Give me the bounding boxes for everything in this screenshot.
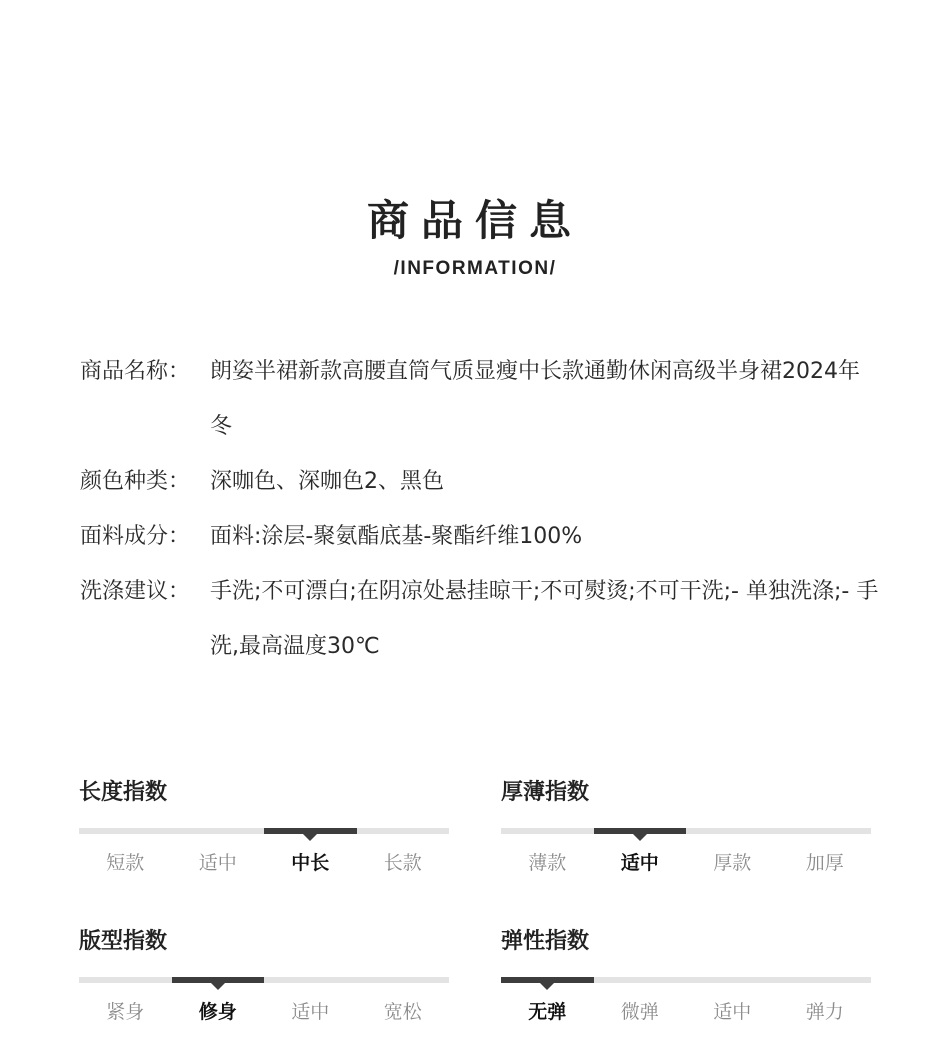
section-title: 商品信息 <box>366 196 583 245</box>
index-option: 适中 <box>713 1001 752 1023</box>
index-indicator <box>594 828 687 834</box>
index-option: 适中 <box>198 852 237 874</box>
index-option: 中长 <box>291 852 330 874</box>
index-elasticity <box>501 927 871 1024</box>
index-option: 长款 <box>383 852 422 874</box>
info-value: 手洗;不可漂白;在阴凉处悬挂晾干;不可熨烫;不可干洗;- 单独洗涤;- 手洗,最高温度30℃ <box>210 579 879 659</box>
info-label: 面料成分： <box>80 524 191 549</box>
index-option: 短款 <box>106 852 145 874</box>
index-length <box>79 778 449 875</box>
index-fit <box>79 927 449 1024</box>
index-track <box>79 828 449 834</box>
info-row-fabric <box>80 509 880 564</box>
info-label: 商品名称： <box>80 359 191 384</box>
index-thickness <box>501 778 871 875</box>
info-value: 面料:涂层-聚氨酯底基-聚酯纤维100% <box>210 524 583 549</box>
index-option: 修身 <box>198 1001 237 1023</box>
index-indicator <box>172 977 265 983</box>
info-label: 颜色种类： <box>80 469 191 494</box>
info-row-washing <box>80 564 880 674</box>
index-indicator <box>501 977 594 983</box>
index-option: 紧身 <box>106 1001 145 1023</box>
index-title: 弹性指数 <box>501 929 590 954</box>
index-option: 弹力 <box>805 1001 844 1023</box>
index-option: 厚款 <box>713 852 752 874</box>
index-option: 微弹 <box>620 1001 659 1023</box>
index-option: 薄款 <box>528 852 567 874</box>
product-info-list <box>80 344 880 674</box>
info-value: 深咖色、深咖色2、黑色 <box>210 469 444 494</box>
index-option: 无弹 <box>528 1001 567 1023</box>
info-value: 朗姿半裙新款高腰直筒气质显瘦中长款通勤休闲高级半身裙2024年冬 <box>210 359 860 439</box>
info-row-color <box>80 454 880 509</box>
index-track <box>79 977 449 983</box>
index-title: 厚薄指数 <box>501 780 590 805</box>
index-option: 宽松 <box>383 1001 422 1023</box>
index-indicator <box>264 828 357 834</box>
info-row-name <box>80 344 880 454</box>
index-option: 加厚 <box>805 852 844 874</box>
index-title: 长度指数 <box>79 780 168 805</box>
index-option: 适中 <box>291 1001 330 1023</box>
index-option: 适中 <box>620 852 659 874</box>
index-track <box>501 828 871 834</box>
section-subtitle: /INFORMATION/ <box>393 258 557 279</box>
index-track <box>501 977 871 983</box>
index-title: 版型指数 <box>79 929 168 954</box>
info-label: 洗涤建议： <box>80 579 191 604</box>
